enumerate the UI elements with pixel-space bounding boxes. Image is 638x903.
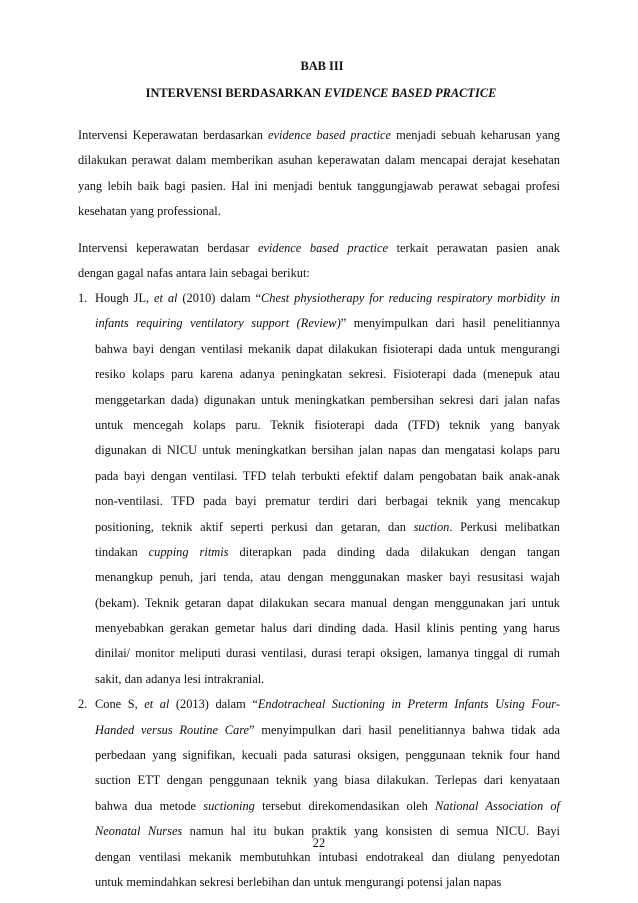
- text-segment: suction ETT dengan penggunaan teknik yang biasa dilakukan. Terlepas dari kenyataan: [95, 773, 560, 788]
- text-segment: resiko kolaps paru karena adanya peningkatan sekresi. Fisioterapi dada (menepuk atau: [95, 367, 560, 382]
- page-number: 22: [312, 836, 326, 850]
- text-segment: ” menyimpulkan dari hasil penelitiannya bahwa tidak ada: [249, 722, 560, 737]
- italic-text: evidence based practice: [257, 241, 388, 255]
- text-segment: untuk mencegah kolaps paru. Teknik fisioterapi dada (TFD) teknik yang banyak: [95, 417, 560, 432]
- italic-text: et al: [144, 697, 170, 712]
- text-line: [95, 692, 560, 717]
- italic-text: Handed versus Routine Care: [95, 722, 250, 737]
- text-segment: yang lebih baik bagi pasien. Hal ini menjadi bentuk tanggungjawab perawat sebagai profesi: [78, 178, 560, 193]
- text-line: [95, 870, 560, 895]
- text-segment: Cone S,: [95, 697, 145, 712]
- text-segment: dilakukan perawat dalam memberikan asuhan keperawatan dalam mencapai derajat kesehatan: [78, 153, 560, 168]
- text-line: [95, 667, 560, 692]
- text-line: [78, 236, 560, 261]
- intro-paragraph: [78, 123, 560, 225]
- text-segment: kesehatan yang professional.: [78, 204, 221, 219]
- text-line: [95, 641, 560, 666]
- list-item-number: 2.: [78, 697, 88, 712]
- text-line: [95, 768, 560, 793]
- italic-text: Endotracheal Suctioning in Preterm Infants Using Four-: [257, 697, 560, 712]
- text-line: [95, 540, 560, 565]
- italic-text: evidence based practice: [268, 128, 392, 142]
- text-line: [95, 794, 560, 819]
- italic-text: cupping ritmis: [148, 544, 229, 559]
- list-item: [78, 286, 560, 692]
- text-line: [95, 337, 560, 362]
- text-segment: menggetarkan dada) digunakan untuk meningkatkan pembersihan sekresi dari jalan nafas: [95, 392, 560, 407]
- text-segment: bahwa bayi dengan ventilasi mekanik dapat dilakukan fisioterapi dada untuk mengurangi: [95, 341, 560, 356]
- text-line: [95, 515, 560, 540]
- text-line: [95, 413, 560, 438]
- text-line: [78, 199, 560, 224]
- text-line: [95, 616, 560, 641]
- italic-text: infants requiring ventilatory support (Review): [95, 316, 341, 331]
- text-segment: pada bayi dengan ventilasi. TFD telah terbukti efektif dalam pengobatan baik anak-anak: [95, 468, 560, 483]
- italic-text: Neonatal Nurses: [95, 824, 183, 839]
- italic-text: suction: [413, 519, 450, 534]
- text-segment: Hough JL,: [95, 291, 155, 305]
- text-segment: ” menyimpulkan dari hasil penelitiannya: [340, 316, 560, 331]
- text-segment: (2013) dalam “: [169, 697, 258, 712]
- italic-text: et al: [154, 291, 178, 305]
- text-segment: menangkup penuh, jari tenda, atau dengan menggunakan masker bayi resusitasi wajah: [95, 570, 560, 585]
- text-segment: non-ventilasi. TFD pada bayi prematur terdiri dari berbagai teknik yang mencakup: [95, 494, 560, 509]
- text-segment: bahwa dua metode: [95, 798, 204, 813]
- text-line: [95, 311, 560, 336]
- text-segment: dengan gagal nafas antara lain sebagai berikut:: [78, 266, 310, 281]
- chapter-title-italic: EVIDENCE BASED PRACTICE: [324, 86, 497, 100]
- chapter-label: BAB III: [300, 59, 344, 73]
- text-segment: menyebabkan gerakan gemetar halus dari dinding dada. Hasil klinis penting yang harus: [95, 621, 560, 636]
- text-line: [78, 148, 560, 173]
- text-segment: . Perkusi melibatkan: [449, 519, 560, 534]
- italic-text: suctioning: [203, 798, 255, 813]
- text-segment: (2010) dalam “: [177, 291, 261, 305]
- text-segment: Intervensi keperawatan berdasar: [78, 241, 258, 255]
- text-line: [95, 565, 560, 590]
- text-segment: perbedaan yang signifikan, kecuali pada saturasi oksigen, penggunaan teknik four hand: [95, 748, 560, 763]
- text-line: [95, 438, 560, 463]
- intervention-intro-paragraph: [78, 236, 560, 287]
- text-segment: tersebut direkomendasikan oleh: [254, 798, 436, 813]
- text-segment: (bekam). Teknik getaran dapat dilakukan secara manual dengan menggunakan jari untuk: [95, 595, 560, 610]
- list-item-body: [95, 286, 560, 692]
- text-segment: menjadi sebuah keharusan yang: [391, 128, 561, 142]
- text-segment: dengan ventilasi mekanik membutuhkan intubasi endotrakeal dan diulang penyedotan: [95, 849, 560, 864]
- text-segment: Intervensi Keperawatan berdasarkan: [78, 128, 269, 142]
- text-line: [78, 174, 560, 199]
- text-segment: diterapkan pada dinding dada dilakukan dengan tangan: [228, 544, 560, 559]
- text-line: [95, 489, 560, 514]
- text-line: [95, 362, 560, 387]
- text-line: [95, 464, 560, 489]
- text-segment: positioning, teknik aktif seperti perkusi dan getaran, dan: [95, 519, 414, 534]
- intervention-list: [78, 286, 560, 895]
- text-segment: digunakan di NICU untuk meningkatkan bersihan jalan napas dan mengatasi kolaps paru: [95, 443, 560, 458]
- list-item-number: 1.: [78, 291, 88, 305]
- text-segment: untuk memindahkan sekresi berlebihan dan untuk mengurangi potensi jalan napas: [95, 874, 502, 889]
- text-segment: terkait perawatan pasien anak: [387, 241, 561, 255]
- text-line: [95, 388, 560, 413]
- text-segment: namun hal itu bukan praktik yang konsisten di semua NICU. Bayi: [182, 824, 560, 839]
- text-segment: dinilai/ monitor meliputi durasi ventilasi, durasi terapi oksigen, lamanya tinggal di rumah: [95, 646, 560, 661]
- list-item: [78, 692, 560, 895]
- text-line: [95, 286, 560, 311]
- chapter-title-prefix: INTERVENSI BERDASARKAN: [145, 86, 325, 100]
- text-line: [95, 718, 560, 743]
- italic-text: Chest physiotherapy for reducing respiratory morbidity in: [261, 291, 560, 305]
- text-line: [95, 591, 560, 616]
- text-line: [78, 261, 560, 286]
- list-item-body: [95, 692, 560, 895]
- italic-text: National Association of: [435, 798, 560, 813]
- text-line: [95, 743, 560, 768]
- chapter-title: [2, 85, 638, 101]
- text-line: [78, 123, 560, 148]
- text-segment: sakit, dan adanya lesi intrakranial.: [95, 671, 265, 686]
- text-segment: tindakan: [95, 544, 149, 559]
